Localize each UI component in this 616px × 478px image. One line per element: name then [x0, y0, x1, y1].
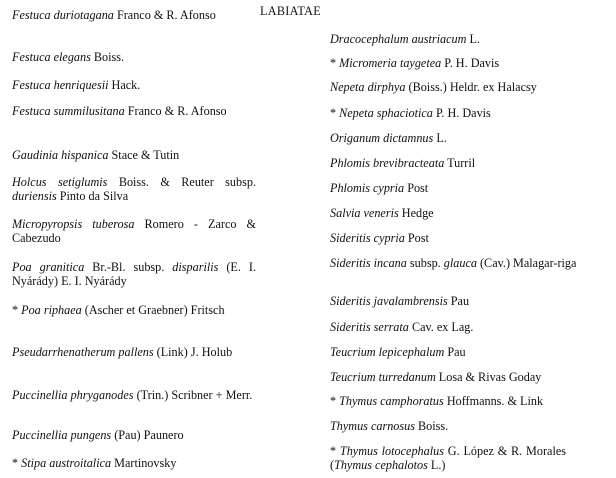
authority-text: Franco & R. Afonso	[113, 8, 216, 22]
authority-text: P. H. Davis	[441, 56, 500, 70]
authority-text: Hoffmanns. & Link	[443, 394, 544, 408]
species-name: Gaudinia hispanica	[12, 148, 109, 162]
authority-text: Boiss.	[90, 50, 125, 64]
right-species-entry	[330, 256, 578, 270]
authority-text: P. H. Davis	[432, 106, 491, 120]
family-heading: LABIATAE	[260, 4, 321, 18]
species-name: Nepeta dirphya	[330, 80, 406, 94]
authority-text: Turril	[444, 156, 476, 170]
authority-text: Boiss.	[414, 419, 449, 433]
left-species-entry	[12, 50, 256, 64]
species-name: duriensis	[12, 189, 57, 203]
authority-text: *	[330, 444, 340, 458]
species-name: Thymus cephalotos	[334, 458, 428, 472]
species-name: Phlomis cypria	[330, 181, 405, 195]
right-species-entry	[330, 444, 566, 472]
authority-text: Pau	[444, 345, 466, 359]
authority-text: *	[12, 456, 22, 470]
species-name: Poa granitica	[12, 260, 85, 274]
authority-text: Pau	[447, 294, 470, 308]
authority-text: L.)	[427, 458, 446, 472]
authority-text: Br.-Bl. subsp.	[84, 260, 173, 274]
species-name: Teucrium turredanum	[330, 370, 436, 384]
authority-text: Losa & Rivas Goday	[435, 370, 542, 384]
authority-text: G. López & R. Morales (	[330, 444, 566, 472]
authority-text: Franco & R. Afonso	[124, 104, 227, 118]
left-species-entry	[12, 260, 256, 288]
left-species-entry	[12, 78, 256, 92]
left-species-entry	[12, 428, 256, 442]
species-name: Sideritis javalambrensis	[330, 294, 448, 308]
species-name: Thymus camphoratus	[339, 394, 444, 408]
species-name: Dracocephalum austriacum	[330, 32, 467, 46]
species-name: Thymus lotocephalus	[339, 444, 444, 458]
authority-text: *	[330, 106, 340, 120]
authority-text: (Trin.) Scribner + Merr.	[133, 388, 253, 402]
species-name: Phlomis brevibracteata	[330, 156, 445, 170]
left-species-entry	[12, 388, 256, 402]
species-name: Thymus carnosus	[330, 419, 415, 433]
right-species-entry	[330, 345, 578, 359]
authority-text: (Boiss.) Heldr. ex Halacsy	[405, 80, 537, 94]
right-species-entry	[330, 156, 578, 170]
right-species-entry	[330, 32, 578, 46]
right-species-entry	[330, 131, 578, 145]
right-species-entry	[330, 80, 578, 94]
species-name: Poa riphaea	[21, 303, 82, 317]
authority-text: *	[12, 303, 22, 317]
authority-text: (E. I. Nyárády) E. I. Nyárády	[12, 260, 256, 288]
species-name: Puccinellia phryganodes	[12, 388, 134, 402]
species-name: Origanum dictamnus	[330, 131, 434, 145]
authority-text: Romero - Zarco & Cabezudo	[12, 217, 256, 245]
species-name: Festuca summilusitana	[12, 104, 125, 118]
species-name: Salvia veneris	[330, 206, 399, 220]
right-species-entry	[330, 419, 578, 433]
left-species-entry	[12, 175, 256, 203]
species-name: Teucrium lepicephalum	[330, 345, 445, 359]
authority-text: L.	[466, 32, 480, 46]
species-name: Stipa austroitalica	[21, 456, 112, 470]
species-name: disparilis	[172, 260, 219, 274]
authority-text: subsp.	[406, 256, 444, 270]
authority-text: (Ascher et Graebner) Fritsch	[81, 303, 225, 317]
species-name: Nepeta sphaciotica	[339, 106, 433, 120]
authority-text: (Cav.) Malagar-riga	[476, 256, 577, 270]
species-name: glauca	[443, 256, 477, 270]
species-name: Holcus setiglumis	[12, 175, 108, 189]
right-species-entry	[330, 206, 578, 220]
left-species-entry	[12, 456, 256, 470]
left-species-entry	[12, 345, 256, 359]
species-name: Pseudarrhenatherum pallens	[12, 345, 154, 359]
left-species-entry	[12, 303, 256, 317]
species-name: Sideritis cypria	[330, 231, 405, 245]
authority-text: Hack.	[108, 78, 141, 92]
right-species-entry	[330, 320, 578, 334]
authority-text: Pinto da Silva	[56, 189, 129, 203]
authority-text: Martinovsky	[111, 456, 177, 470]
authority-text: *	[330, 394, 340, 408]
authority-text: Post	[404, 231, 429, 245]
right-species-entry	[330, 106, 578, 120]
authority-text: Boiss. & Reuter subsp.	[107, 175, 256, 189]
authority-text: Post	[404, 181, 429, 195]
authority-text: *	[330, 56, 340, 70]
species-name: Micromeria taygetea	[339, 56, 442, 70]
right-species-entry	[330, 231, 578, 245]
species-name: Puccinellia pungens	[12, 428, 112, 442]
right-species-entry	[330, 394, 578, 408]
authority-text: (Link) J. Holub	[153, 345, 233, 359]
species-name: Festuca henriquesii	[12, 78, 109, 92]
left-species-entry	[12, 217, 256, 245]
authority-text: (Pau) Paunero	[111, 428, 184, 442]
species-name: Micropyropsis tuberosa	[12, 217, 135, 231]
left-species-entry	[12, 148, 256, 162]
species-name: Festuca elegans	[12, 50, 91, 64]
species-name: Festuca duriotagana	[12, 8, 114, 22]
left-species-entry	[12, 8, 256, 22]
species-name: Sideritis incana	[330, 256, 407, 270]
authority-text: Stace & Tutin	[108, 148, 180, 162]
right-species-entry	[330, 370, 578, 384]
right-species-entry	[330, 294, 578, 308]
authority-text: L.	[433, 131, 447, 145]
left-species-entry	[12, 104, 256, 118]
right-species-entry	[330, 181, 578, 195]
authority-text: Cav. ex Lag.	[408, 320, 474, 334]
authority-text: Hedge	[398, 206, 434, 220]
right-species-entry	[330, 56, 578, 70]
species-name: Sideritis serrata	[330, 320, 409, 334]
